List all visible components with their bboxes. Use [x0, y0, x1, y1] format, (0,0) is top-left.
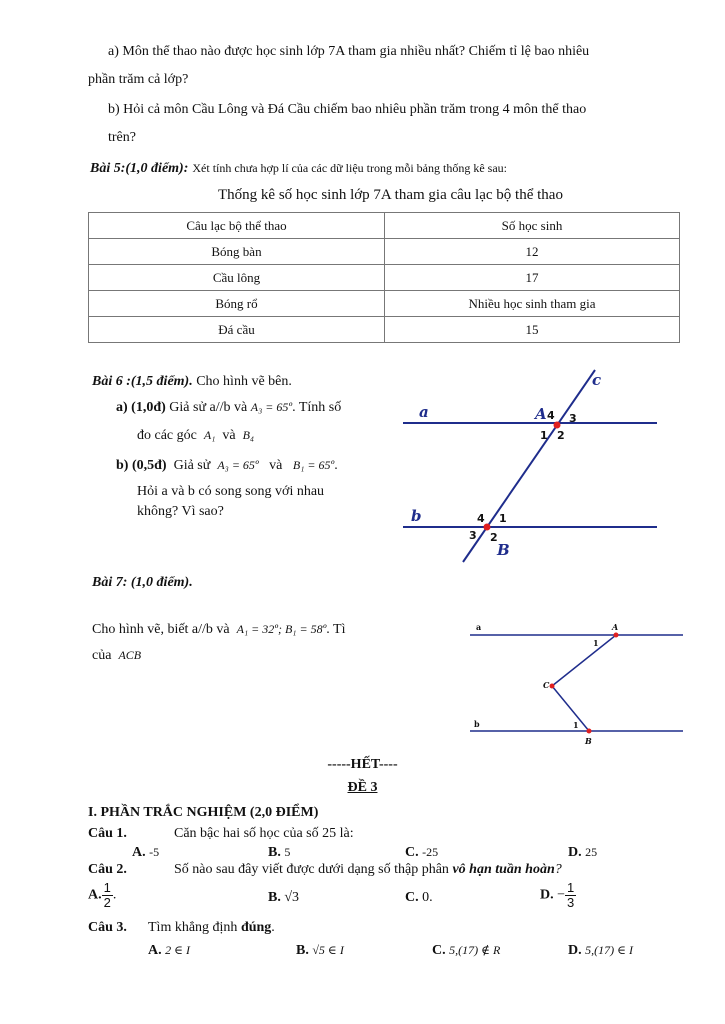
angle-a1: A₁: [203, 428, 216, 442]
cau1-option-d: [568, 845, 597, 861]
cau1-label: Câu 1.: [88, 826, 127, 841]
label-c: c: [592, 371, 602, 389]
cau1-option-b: [268, 845, 290, 861]
label-b: b: [411, 507, 422, 525]
option-letter: C.: [432, 943, 446, 958]
label-A: A: [535, 405, 547, 423]
bai6-b-math1: A₃ = 65º: [217, 458, 259, 472]
cau2-question: [174, 862, 562, 878]
bai6-a-points: (1,0đ): [131, 400, 166, 415]
cau2-question-text: Số nào sau đây viết được dưới dạng số thập phân: [174, 862, 449, 877]
bai6-a-tag: a): [116, 400, 128, 415]
cell-count: 15: [385, 317, 680, 343]
bai5-text: Xét tính chưa hợp lí của các dữ liệu trong mỗi bảng thống kê sau:: [192, 161, 507, 175]
fraction-numerator: 1: [567, 880, 575, 895]
bai7-text3: của: [92, 648, 112, 663]
fraction-denominator: 3: [567, 895, 575, 910]
bai6-b-tag: b): [116, 458, 129, 473]
bai6-b-text: Giả sử: [173, 458, 211, 473]
section-title: I. PHẦN TRẮC NGHIỆM (2,0 ĐIỂM): [88, 805, 319, 820]
angle-num-a4: 4: [547, 409, 555, 422]
bai6-label: Bài 6 :(1,5 điểm).: [92, 374, 193, 389]
cau3-option-c: [432, 943, 500, 959]
option-sign: −: [557, 887, 566, 903]
point-a: [614, 633, 619, 638]
label-a: a: [419, 403, 429, 421]
bai6-a-and: và: [222, 428, 236, 443]
bai6-a-line1: [116, 400, 341, 416]
label-A: A: [612, 622, 619, 632]
bai5-heading: [90, 159, 507, 177]
table-header-row: [89, 213, 680, 239]
option-letter: D.: [568, 943, 582, 958]
bai7-line2: [92, 648, 141, 664]
option-letter: C.: [405, 890, 419, 905]
fraction-denominator: 2: [103, 895, 111, 910]
end-marker: -----HẾT----: [327, 757, 398, 772]
angle-b4: B₄: [242, 428, 255, 442]
option-letter: B.: [296, 943, 309, 958]
table-row: [89, 239, 680, 265]
option-letter: C.: [405, 845, 419, 860]
bai5-label: Bài 5:(1,0 điểm):: [90, 161, 189, 176]
label-C: C: [543, 680, 550, 690]
angle-num-b1: 1: [573, 720, 579, 730]
cau1-question: Căn bậc hai số học của số 25 là:: [174, 826, 354, 841]
question-a-line1: a) Môn thể thao nào được học sinh lớp 7A tham gia nhiều nhất? Chiếm tỉ lệ bao nhiêu: [108, 44, 590, 59]
bai6-a-math: A₃ = 65º: [250, 400, 293, 414]
bai6-figure: [395, 365, 670, 565]
cau3-option-a: [148, 943, 190, 959]
cell-club: Bóng bàn: [89, 239, 385, 265]
bai6-text: Cho hình vẽ bên.: [192, 374, 292, 389]
cau2-option-c: [405, 890, 433, 906]
option-value: 5,(17) ∉ R: [449, 943, 501, 957]
segment-cb: [552, 686, 589, 731]
option-value: 2 ∈ I: [165, 943, 191, 957]
cau2-option-a: [88, 881, 116, 910]
question-a-line2: phần trăm cả lớp?: [88, 72, 189, 87]
cell-count: Nhiều học sinh tham gia: [385, 291, 680, 317]
cau3-emphasis: đúng: [240, 920, 272, 935]
point-c: [550, 684, 555, 689]
option-letter: A.: [88, 887, 102, 903]
line-c: [463, 370, 595, 562]
bai7-line1: [92, 622, 346, 638]
cell-club: Bóng rổ: [89, 291, 385, 317]
option-letter: B.: [268, 890, 281, 905]
cau2-emphasis: vô hạn tuần hoàn: [452, 862, 555, 877]
header-count: Số học sinh: [385, 213, 680, 239]
table-row: [89, 265, 680, 291]
question-b-line1: b) Hỏi cả môn Cầu Lông và Đá Cầu chiếm bao nhiêu phần trăm trong 4 môn thể thao: [108, 102, 587, 117]
segment-ac: [552, 635, 616, 686]
cau3-label: Câu 3.: [88, 920, 127, 935]
option-value: 5,(17) ∈ I: [585, 943, 633, 957]
bai7-text1: Cho hình vẽ, biết a//b và: [92, 622, 230, 637]
bai6-b-and: và: [269, 458, 283, 473]
option-value: -5: [149, 845, 160, 859]
table-title: Thống kê số học sinh lớp 7A tham gia câu lạc bộ thể thao: [218, 187, 563, 203]
bai7-math: A₁ = 32º; B₁ = 58º: [236, 622, 327, 636]
fraction-one-half: [102, 881, 113, 910]
bai7-text2: . Tì: [326, 622, 346, 637]
cell-count: 12: [385, 239, 680, 265]
cau2-label: Câu 2.: [88, 862, 127, 877]
label-B: B: [585, 736, 592, 746]
label-b: b: [474, 719, 480, 729]
point-b: [587, 729, 592, 734]
bai6-b-line1: [116, 458, 338, 474]
bai6-b-points: (0,5đ): [131, 458, 167, 473]
option-value: -25: [422, 845, 439, 859]
bai6-a-text: Giả sử a//b và: [169, 400, 248, 415]
label-B: B: [497, 541, 510, 559]
cell-club: Đá cầu: [89, 317, 385, 343]
angle-num-a1: 1: [593, 638, 599, 648]
cau3-question: [148, 920, 275, 936]
option-letter: A.: [148, 943, 162, 958]
angle-num-b2: 2: [490, 531, 498, 544]
option-letter: A.: [132, 845, 146, 860]
fraction-one-third: [565, 881, 576, 910]
angle-num-b3: 3: [469, 529, 477, 542]
cau2-option-d: [540, 881, 576, 910]
cau1-option-c: [405, 845, 438, 861]
bai6-b-math2: B₁ = 65º: [292, 458, 335, 472]
angle-num-b1: 1: [499, 512, 507, 525]
label-a: a: [476, 622, 482, 632]
cau1-option-a: [132, 845, 159, 861]
bai6-a-text2: . Tính số: [292, 400, 342, 415]
option-dot: .: [112, 887, 117, 903]
option-value: 5: [284, 845, 291, 859]
option-value: 0.: [422, 890, 433, 905]
angle-num-b4: 4: [477, 512, 485, 525]
cau2-qmark: ?: [554, 862, 562, 877]
cau3-dot: .: [271, 920, 275, 935]
cau2-option-b: [268, 890, 299, 906]
angle-num-a1: 1: [540, 429, 548, 442]
option-letter: D.: [568, 845, 582, 860]
cau3-question-text: Tìm khẳng định: [148, 920, 238, 935]
header-club: Câu lạc bộ thể thao: [89, 213, 385, 239]
bai6-a-line2: [137, 428, 254, 444]
question-b-line2: trên?: [108, 130, 136, 145]
bai7-text4: ACB: [118, 648, 142, 662]
bai6-a-line2-text: đo các góc: [137, 428, 197, 443]
table-row: [89, 317, 680, 343]
fraction-numerator: 1: [103, 880, 111, 895]
option-value: √3: [284, 890, 300, 905]
bai6-b-line3: không? Vì sao?: [137, 504, 224, 519]
bai7-label: Bài 7: (1,0 điểm).: [92, 575, 193, 590]
cau3-option-b: [296, 943, 344, 959]
table-row: [89, 291, 680, 317]
bai6-heading: [92, 374, 292, 390]
bai6-b-dot: .: [334, 458, 338, 473]
option-letter: D.: [540, 887, 554, 903]
option-value: √5 ∈ I: [312, 943, 344, 957]
cau3-option-d: [568, 943, 633, 959]
exam-number: ĐỀ 3: [347, 780, 378, 795]
cell-count: 17: [385, 265, 680, 291]
cell-club: Cầu lông: [89, 265, 385, 291]
bai7-figure: [465, 618, 685, 748]
option-value: 25: [585, 845, 598, 859]
bai6-b-line2: Hỏi a và b có song song với nhau: [137, 484, 325, 499]
angle-num-a2: 2: [557, 429, 565, 442]
angle-num-a3: 3: [569, 412, 577, 425]
point-a: [554, 422, 561, 429]
option-letter: B.: [268, 845, 281, 860]
stats-table: [88, 212, 680, 343]
